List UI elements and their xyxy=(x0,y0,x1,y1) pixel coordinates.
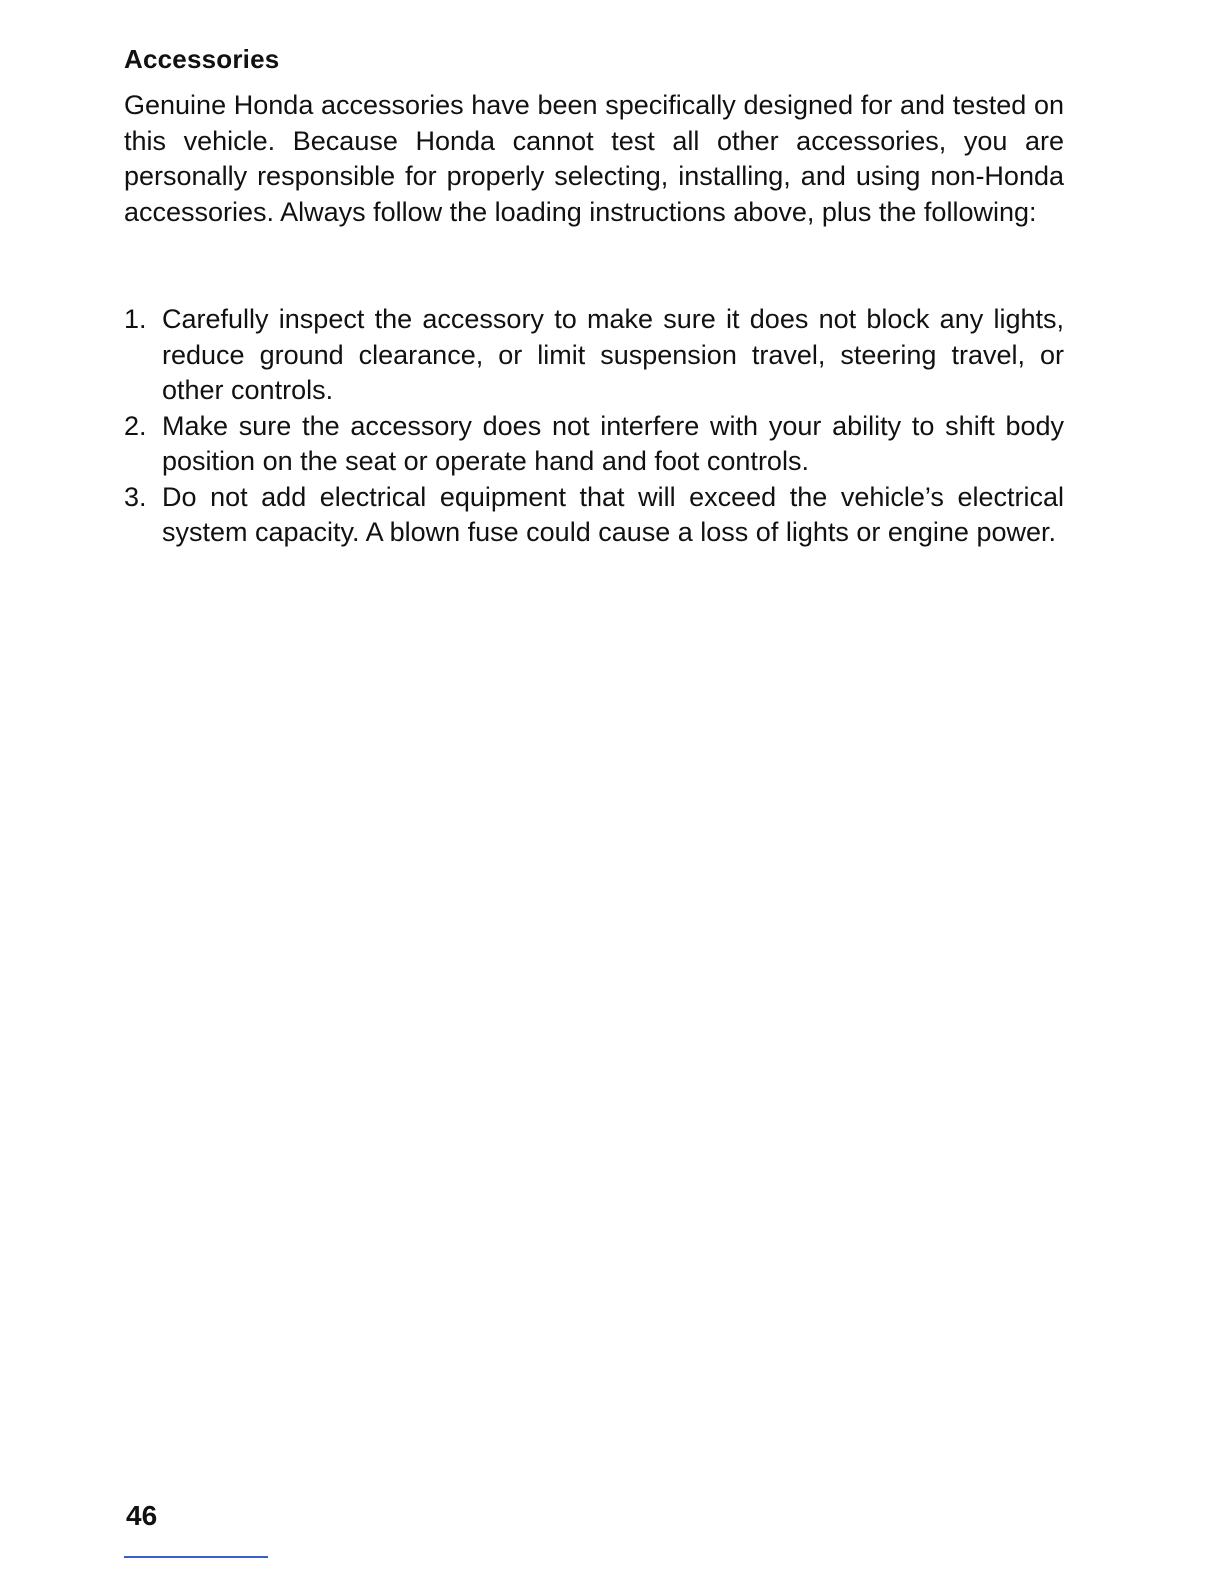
footer-rule xyxy=(124,1556,268,1558)
list-item xyxy=(124,480,1064,551)
instruction-list xyxy=(124,302,1064,551)
list-item-number: 2. xyxy=(124,410,147,441)
list-item-text: Do not add electrical equipment that will exceed the vehicle’s electrical system capacity. A blown fuse could cause a loss of lights or engine power. xyxy=(162,481,1064,547)
list-item-text: Carefully inspect the accessory to make sure it does not block any lights, reduce ground clearance, or limit suspension travel, steering travel, or other controls. xyxy=(162,304,1064,405)
list-item-number: 3. xyxy=(124,481,147,512)
list-item xyxy=(124,302,1064,409)
section-heading: Accessories xyxy=(124,44,280,74)
page-number: 46 xyxy=(126,1500,158,1531)
list-item xyxy=(124,409,1064,480)
intro-paragraph: Genuine Honda accessories have been specifically designed for and tested on this vehicle. Because Honda cannot test all other accessories, you are personally responsible for properly selecting, installing, and using non-Honda accessories. Always follow the loading instructions above, plus the following: xyxy=(124,90,1064,227)
list-item-text: Make sure the accessory does not interfere with your ability to shift body position on the seat or operate hand and foot controls. xyxy=(162,410,1064,476)
list-item-number: 1. xyxy=(124,304,147,334)
